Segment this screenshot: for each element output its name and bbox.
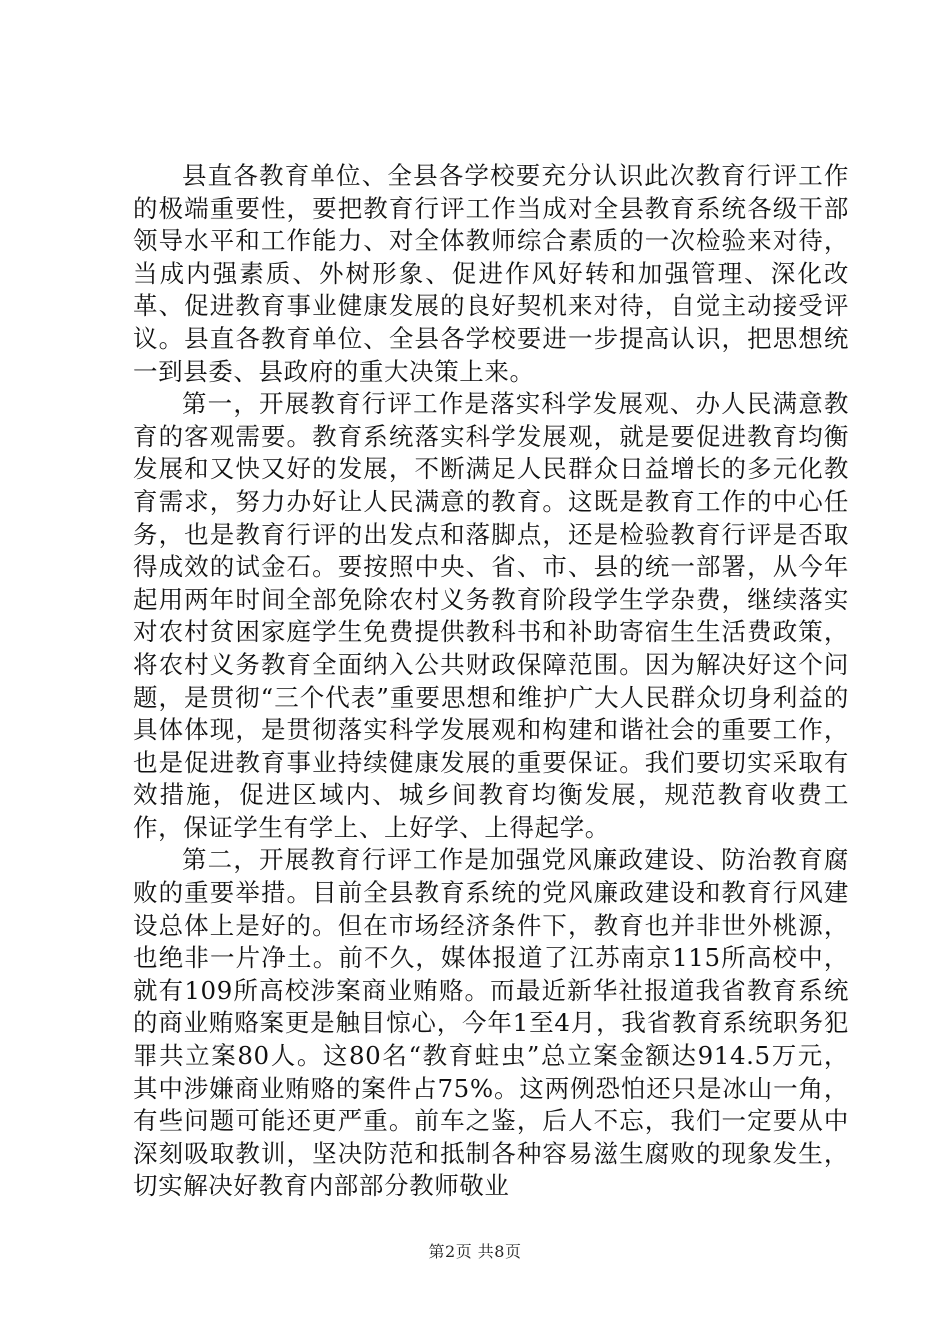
paragraph-first-point: 第一，开展教育行评工作是落实科学发展观、办人民满意教育的客观需要。教育系统落实科学发展观，就是要促进教育均衡发展和又快又好的发展，不断满足人民群众日益增长的多元化教育需求，努力办好让人民满意的教育。这既是教育工作的中心任务，也是教育行评的出发点和落脚点，还是检验教育行评是否取得成效的试金石。要按照中央、省、市、县的统一部署，从今年起用两年时间全部免除农村义务教育阶段学生学杂费，继续落实对农村贫困家庭学生免费提供教科书和补助寄宿生生活费政策，将农村义务教育全面纳入公共财政保障范围。因为解决好这个问题，是贯彻“三个代表”重要思想和维护广大人民群众切身利益的具体体现，是贯彻落实科学发展观和构建和谐社会的重要工作，也是促进教育事业持续健康发展的重要保证。我们要切实采取有效措施，促进区域内、城乡间教育均衡发展，规范教育收费工作，保证学生有学上、上好学、上得起学。 (133, 389, 849, 842)
page-number-footer: 第2页 共8页 (428, 1242, 522, 1261)
paragraph-second-point: 第二，开展教育行评工作是加强党风廉政建设、防治教育腐败的重要举措。目前全县教育系统的党风廉政建设和教育行风建设总体上是好的。但在市场经济条件下，教育也并非世外桃源，也绝非一片净土。前不久，媒体报道了江苏南京115所高校中，就有109所高校涉案商业贿赂。而最近新华社报道我省教育系统的商业贿赂案更是触目惊心，今年1至4月，我省教育系统职务犯罪共立案80人。这80名“教育蛀虫”总立案金额达914.5万元，其中涉嫌商业贿赂的案件占75%。这两例恐怕还只是冰山一角，有些问题可能还更严重。前车之鉴，后人不忘，我们一定要从中深刻吸取教训，坚决防范和抵制各种容易滋生腐败的现象发生，切实解决好教育内部部分教师敬业 (133, 845, 849, 1201)
paragraph-intro: 县直各教育单位、全县各学校要充分认识此次教育行评工作的极端重要性，要把教育行评工作当成对全县教育系统各级干部领导水平和工作能力、对全体教师综合素质的一次检验来对待，当成内强素质、外树形象、促进作风好转和加强管理、深化改革、促进教育事业健康发展的良好契机来对待，自觉主动接受评议。县直各教育单位、全县各学校要进一步提高认识，把思想统一到县委、县政府的重大决策上来。 (133, 161, 849, 386)
document-body (133, 160, 849, 1203)
